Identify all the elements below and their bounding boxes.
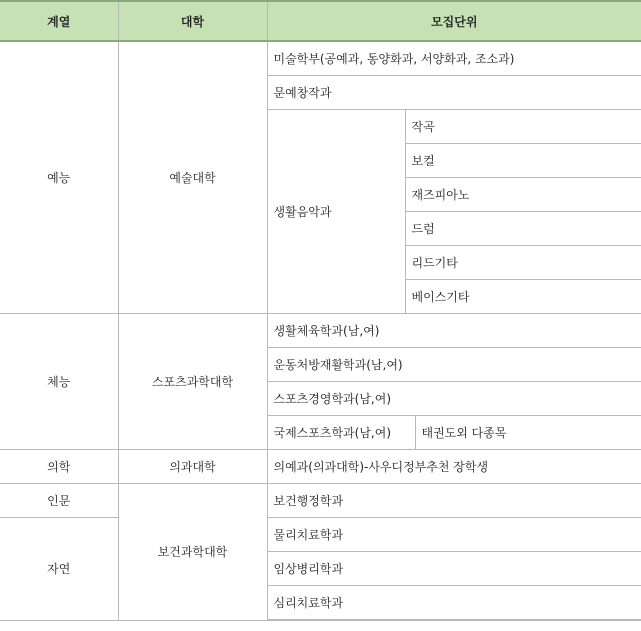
field-cell: 체능 [0, 314, 118, 450]
header-unit: 모집단위 [267, 1, 641, 41]
header-college: 대학 [118, 1, 267, 41]
unit-cell: 미술학부(공예과, 동양화과, 서양화과, 조소과) [267, 41, 641, 76]
unit-cell: 운동처방재활학과(남,여) [267, 348, 641, 382]
unit-cell: 생활음악과 [267, 110, 405, 314]
header-field: 계열 [0, 1, 118, 41]
field-cell: 인문 [0, 484, 118, 518]
unit-cell: 생활체육학과(남,여) [267, 314, 641, 348]
major-cell: 베이스기타 [405, 280, 641, 314]
table-row [0, 518, 641, 552]
field-cell: 자연 [0, 518, 118, 621]
table-row [0, 41, 641, 76]
table-row [0, 484, 641, 518]
major-cell: 작곡 [405, 110, 641, 144]
unit-cell: 의예과(의과대학)-사우디정부추천 장학생 [267, 450, 641, 484]
unit-cell: 문예창작과 [267, 76, 641, 110]
unit-cell: 물리치료학과 [267, 518, 641, 552]
college-cell: 예술대학 [118, 41, 267, 314]
unit-cell: 심리치료학과 [267, 586, 641, 621]
unit-cell: 국제스포츠학과(남,여) [267, 416, 415, 450]
field-cell: 예능 [0, 41, 118, 314]
major-cell: 드럼 [405, 212, 641, 246]
major-cell: 재즈피아노 [405, 178, 641, 212]
unit-cell: 스포츠경영학과(남,여) [267, 382, 641, 416]
college-cell: 보건과학대학 [118, 484, 267, 621]
unit-cell: 보건행정학과 [267, 484, 641, 518]
table-row [0, 314, 641, 348]
field-cell: 의학 [0, 450, 118, 484]
major-cell: 태권도외 다종목 [415, 416, 641, 450]
college-cell: 스포츠과학대학 [118, 314, 267, 450]
college-cell: 의과대학 [118, 450, 267, 484]
major-cell: 보컬 [405, 144, 641, 178]
table-row [0, 450, 641, 484]
major-cell: 리드기타 [405, 246, 641, 280]
unit-cell: 임상병리학과 [267, 552, 641, 586]
table-header-row [0, 1, 641, 41]
